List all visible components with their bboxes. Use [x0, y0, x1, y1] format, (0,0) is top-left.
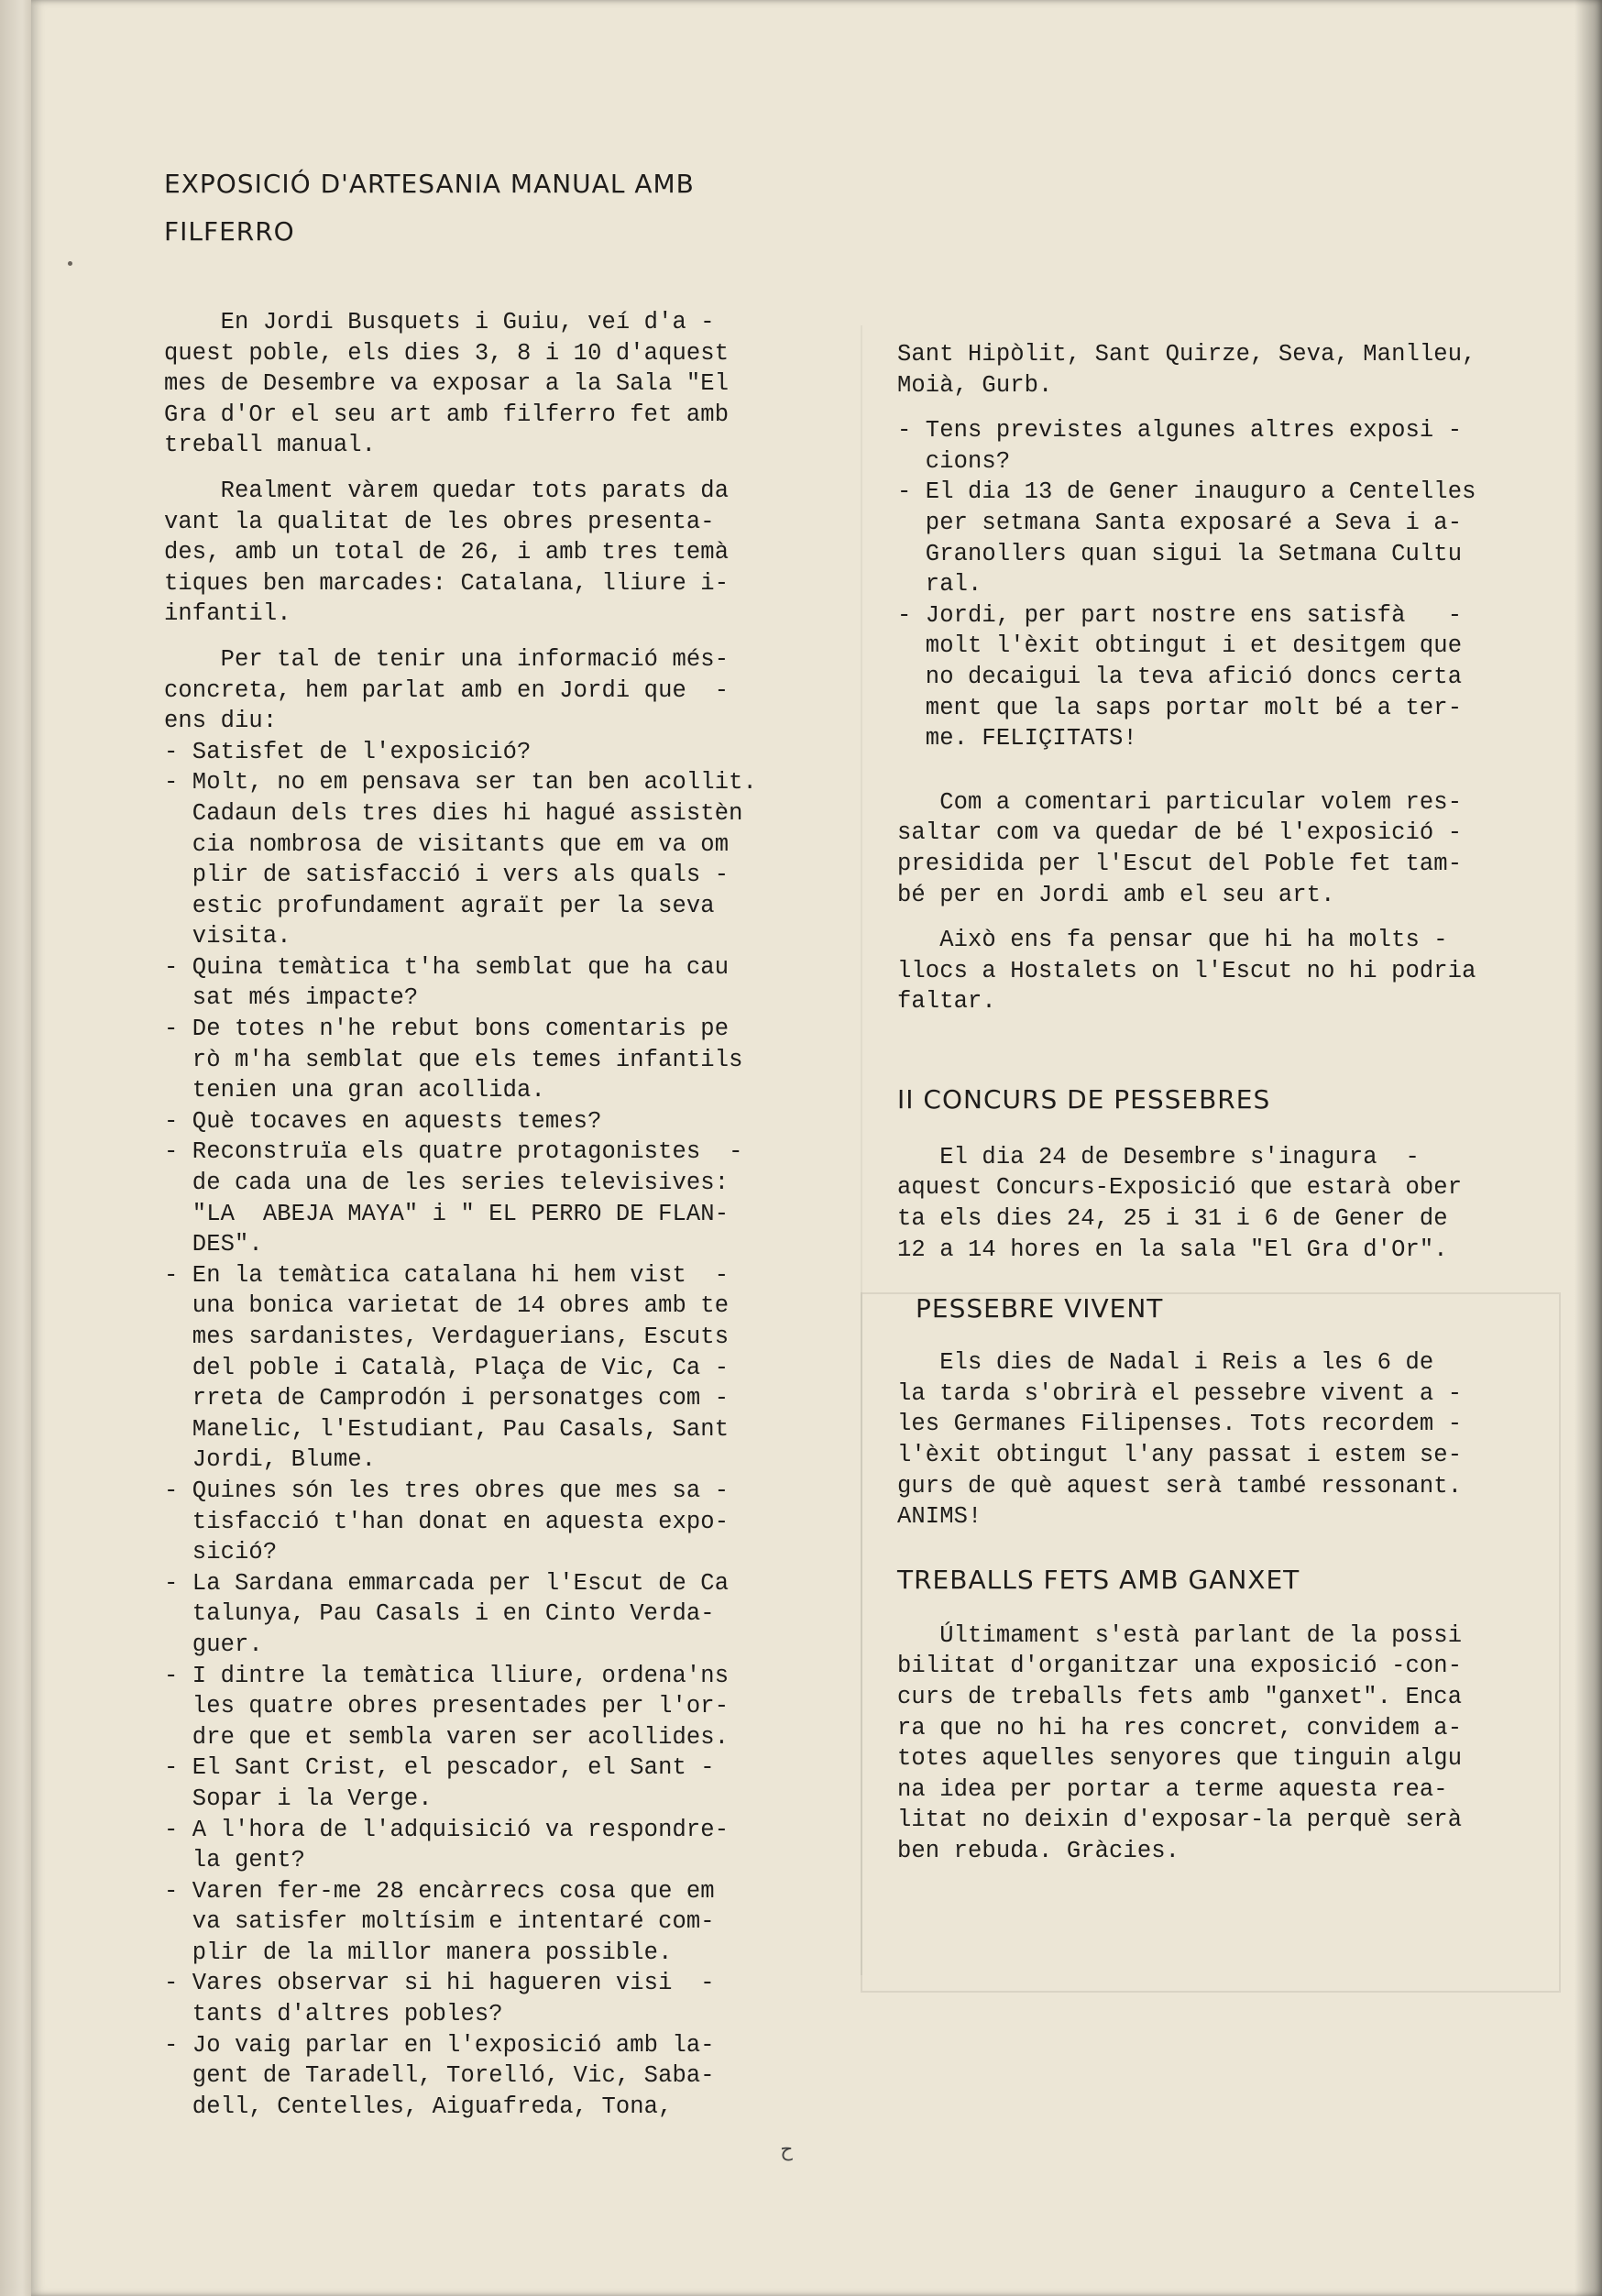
interview-line: Jordi, Blume. [164, 1446, 377, 1474]
page-mark-dot [68, 261, 72, 266]
text-line: quest poble, els dies 3, 8 i 10 d'aquest [164, 339, 730, 367]
interview-line: ment que la saps portar molt bé a ter- [897, 694, 1463, 721]
interview-line: de cada una de les series televisives: [164, 1170, 730, 1197]
interview-line: - Varen fer-me 28 encàrrecs cosa que em [164, 1877, 715, 1905]
interview-line: talunya, Pau Casals i en Cinto Verda- [164, 1600, 715, 1628]
interview-line: Sopar i la Verge. [164, 1785, 433, 1812]
interview-line: tenien una gran acollida. [164, 1077, 545, 1104]
text-line: bilitat d'organitzar una exposició -con- [897, 1653, 1463, 1680]
interview-line: - De totes n'he rebut bons comentaris pe [164, 1016, 730, 1043]
comment-paragraph [897, 925, 1566, 1017]
interview-line: "LA ABEJA MAYA" i " EL PERRO DE FLAN- [164, 1200, 730, 1227]
interview-line: - Quina temàtica t'ha semblat que ha cau [164, 953, 730, 981]
interview-line: - Reconstruïa els quatre protagonistes - [164, 1138, 743, 1166]
text-line: les Germanes Filipenses. Tots recordem - [897, 1411, 1463, 1438]
text-line: ra que no hi ha res concret, convidem a- [897, 1714, 1463, 1741]
interview [164, 737, 870, 2123]
interview-line: - Jo vaig parlar en l'exposició amb la- [164, 2031, 715, 2059]
text-line: infantil. [164, 600, 291, 628]
interview-line: va satisfer moltísim e intentaré com- [164, 1908, 715, 1936]
interview-closing [897, 600, 1566, 754]
text-line: na idea per portar a terme aquesta rea- [897, 1775, 1448, 1803]
text-line: ANIMS! [897, 1503, 982, 1531]
interview-line: - Tens previstes algunes altres exposi - [897, 417, 1463, 445]
text-line: Últimament s'està parlant de la possi [897, 1621, 1463, 1649]
section-body [897, 1620, 1566, 1867]
interview-line: - Quines són les tres obres que mes sa - [164, 1477, 730, 1504]
page-mark: ح [781, 2139, 794, 2162]
interview-line: Cadaun dels tres dies hi hagué assistèn [164, 799, 743, 827]
text-line: ta els dies 24, 25 i 31 i 6 de Gener de [897, 1205, 1448, 1233]
text-line: saltar com va quedar de bé l'exposició - [897, 819, 1463, 847]
text-line: Sant Hipòlit, Sant Quirze, Seva, Manlleu, [897, 341, 1476, 368]
interview-line: plir de satisfacció i vers als quals - [164, 862, 730, 889]
text-line: ens diu: [164, 708, 278, 735]
text-line: vant la qualitat de les obres presenta- [164, 508, 715, 535]
interview-line: cia nombrosa de visitants que em va om [164, 830, 730, 858]
section-title: PESSEBRE VIVENT [916, 1293, 1164, 1324]
interview-line: una bonica varietat de 14 obres amb te [164, 1292, 730, 1320]
text-line: Gra d'Or el seu art amb filferro fet amb [164, 401, 730, 428]
right-column [897, 339, 1566, 1867]
section-body [897, 1347, 1566, 1532]
text-line: totes aquelles senyores que tinguin algu [897, 1745, 1463, 1773]
interview-intro-paragraph [164, 644, 870, 737]
interview-line: visita. [164, 923, 291, 950]
text-line: gurs de què aquest serà també ressonant. [897, 1472, 1463, 1500]
interview-line: la gent? [164, 1847, 306, 1874]
text-line: aquest Concurs-Exposició que estarà ober [897, 1174, 1463, 1202]
quality-paragraph [164, 476, 870, 630]
interview-line: sició? [164, 1539, 278, 1566]
text-line: litat no deixin d'exposar-la perquè serà [897, 1807, 1463, 1834]
interview-line: sat més impacte? [164, 984, 419, 1012]
interview-line: mes sardanistes, Verdaguerians, Escuts [164, 1324, 730, 1350]
text-line: El dia 24 de Desembre s'inagura - [897, 1143, 1420, 1170]
interview-line: rreta de Camprodón i personatges com - [164, 1385, 730, 1412]
interview-line: molt l'èxit obtingut i et desitgem que [897, 632, 1463, 660]
intro-paragraph [164, 307, 870, 461]
interview-line: no decaigui la teva afició doncs certa [897, 663, 1463, 690]
text-line: mes de Desembre va exposar a la Sala "El [164, 370, 730, 398]
text-line: ben rebuda. Gràcies. [897, 1837, 1180, 1864]
text-line: des, amb un total de 26, i amb tres temà [164, 539, 730, 566]
interview-line: - Molt, no em pensava ser tan ben acollit. [164, 769, 757, 796]
text-line: Per tal de tenir una informació més- [164, 645, 730, 673]
interview-line: Granollers quan sigui la Setmana Cultu [897, 540, 1463, 567]
interview-line: estic profundament agraït per la seva [164, 892, 715, 919]
interview-line: dre que et sembla varen ser acollides. [164, 1723, 730, 1751]
interview-line: gent de Taradell, Torelló, Vic, Saba- [164, 2062, 715, 2090]
interview-question [897, 415, 1566, 477]
article-title [164, 160, 870, 256]
interview-line: - A l'hora de l'adquisició va respondre- [164, 1816, 730, 1843]
left-column [164, 160, 870, 2122]
text-line: curs de treballs fets amb "ganxet". Enca [897, 1684, 1463, 1710]
document-page [31, 0, 1602, 2296]
interview-line: - La Sardana emmarcada per l'Escut de Ca [164, 1569, 730, 1597]
interview-line: ral. [897, 571, 982, 599]
interview-answer [897, 477, 1566, 599]
text-line: Moià, Gurb. [897, 371, 1053, 399]
text-line: tiques ben marcades: Catalana, lliure i- [164, 569, 730, 597]
interview-line: per setmana Santa exposaré a Seva i a- [897, 509, 1463, 536]
section-title: TREBALLS FETS AMB GANXET [897, 1564, 1300, 1595]
interview-line: cions? [897, 447, 1011, 475]
interview-line: DES". [164, 1231, 263, 1258]
interview-line: guer. [164, 1631, 263, 1658]
text-line: presidida per l'Escut del Poble fet tam- [897, 850, 1463, 877]
article-title-line: FILFERRO [164, 216, 295, 247]
text-line: Els dies de Nadal i Reis a les 6 de [897, 1349, 1434, 1377]
interview-line: - En la temàtica catalana hi hem vist - [164, 1261, 730, 1289]
interview-line: - Què tocaves en aquests temes? [164, 1107, 602, 1135]
text-line: la tarda s'obrirà el pessebre vivent a - [897, 1379, 1463, 1407]
interview-line: les quatre obres presentades per l'or- [164, 1693, 730, 1720]
interview-line: - El dia 13 de Gener inauguro a Centelles [897, 478, 1476, 506]
interview-line: - El Sant Crist, el pescador, el Sant - [164, 1754, 715, 1782]
interview-line: me. FELIÇITATS! [897, 725, 1137, 753]
text-line: 12 a 14 hores en la sala "El Gra d'Or". [897, 1236, 1448, 1263]
interview-line: del poble i Català, Plaça de Vic, Ca - [164, 1354, 730, 1381]
text-line: concreta, hem parlat amb en Jordi que - [164, 676, 730, 704]
interview-line: Manelic, l'Estudiant, Pau Casals, Sant [164, 1415, 730, 1443]
interview-line: - I dintre la temàtica lliure, ordena'ns [164, 1662, 730, 1689]
text-line: bé per en Jordi amb el seu art. [897, 881, 1335, 908]
text-line: treball manual. [164, 432, 377, 459]
text-line: Realment vàrem quedar tots parats da [164, 477, 730, 504]
section-body [897, 1142, 1566, 1265]
text-line: llocs a Hostalets on l'Escut no hi podria [897, 957, 1476, 984]
text-line: Com a comentari particular volem res- [897, 788, 1463, 816]
interview-line: rò m'ha semblat que els temes infantils [164, 1046, 743, 1073]
text-line: Això ens fa pensar que hi ha molts - [897, 927, 1448, 954]
interview-line: - Jordi, per part nostre ens satisfà - [897, 601, 1463, 629]
text-line: l'èxit obtingut l'any passat i estem se- [897, 1442, 1463, 1469]
article-title-line: EXPOSICIÓ D'ARTESANIA MANUAL AMB [164, 169, 695, 199]
interview-line: plir de la millor manera possible. [164, 1939, 673, 1966]
interview-line: tants d'altres pobles? [164, 2001, 503, 2028]
interview-line: - Satisfet de l'exposició? [164, 738, 532, 765]
interview-line: dell, Centelles, Aiguafreda, Tona, [164, 2093, 673, 2120]
interview-continuation [897, 339, 1566, 401]
text-line: En Jordi Busquets i Guiu, veí d'a - [164, 309, 715, 335]
interview-line: tisfacció t'han donat en aquesta expo- [164, 1508, 730, 1535]
section-title: II CONCURS DE PESSEBRES [897, 1083, 1271, 1115]
interview-line: - Vares observar si hi hagueren visi - [164, 1970, 715, 1997]
text-line: faltar. [897, 988, 996, 1016]
comment-paragraph [897, 787, 1566, 910]
